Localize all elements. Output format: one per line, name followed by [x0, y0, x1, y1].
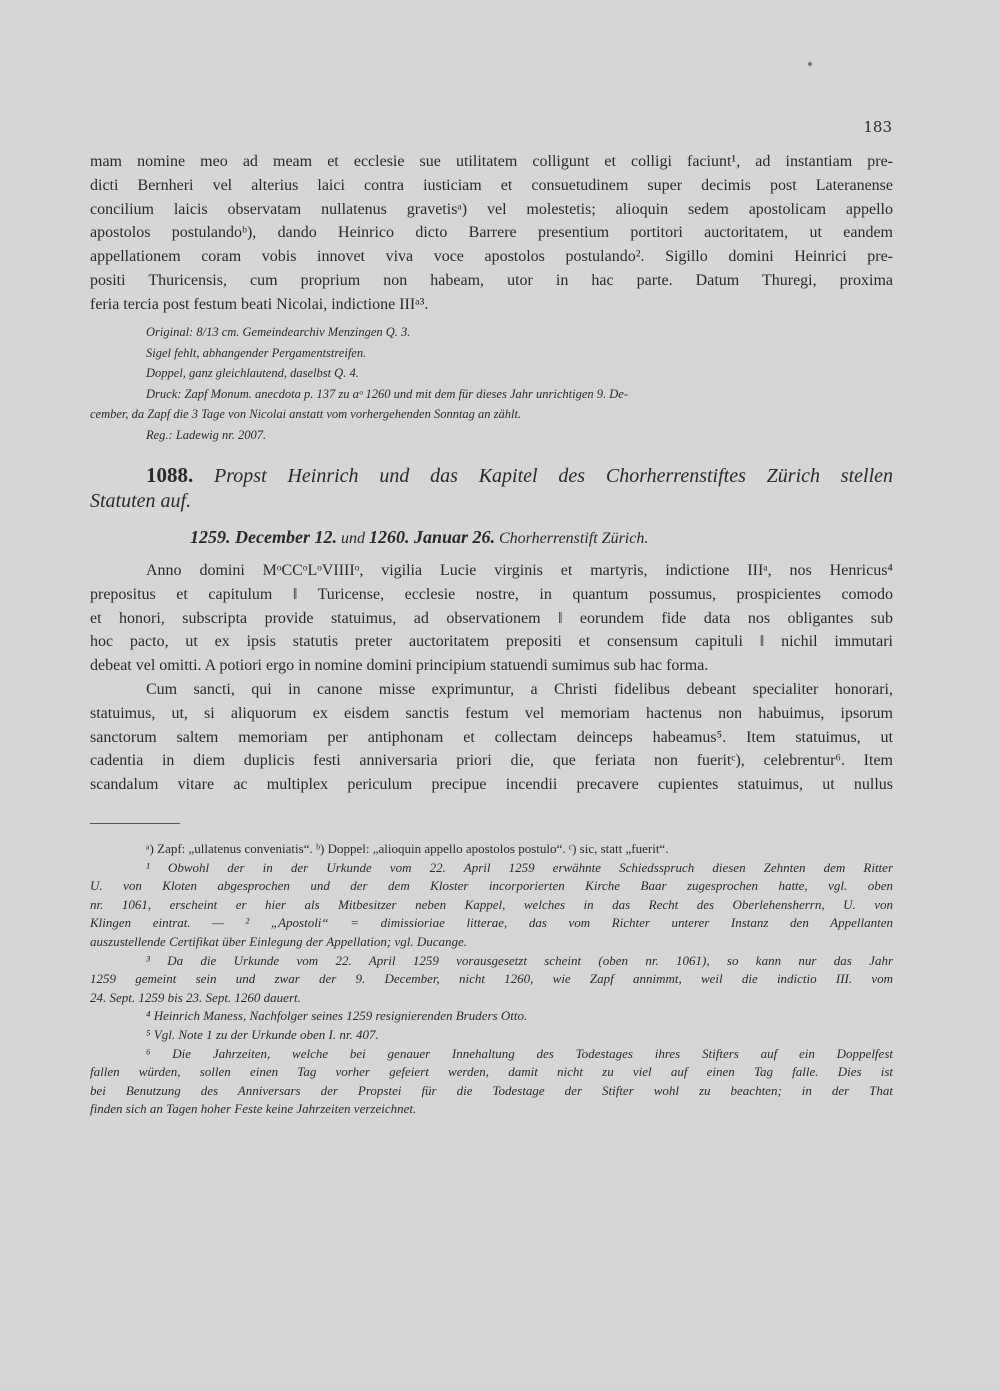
footnote-line: bei Benutzung des Anniversars der Propstei für die Todestage der Stifter wohl zu beachten; in der That — [90, 1082, 893, 1098]
document-heading — [90, 462, 893, 514]
text-line: cadentia in diem duplicis festi anniversaria priori die, que feriata non fueritᶜ), celebrentur⁶. Item — [90, 752, 893, 770]
text-line: prepositus et capitulum ‖ Turicense, ecclesie nostre, in quantum possumus, prospicientes comodo — [90, 585, 893, 603]
text-line: Anno domini MᵒCCᵒLᵒVIIIIᵒ, vigilia Lucie virginis et martyris, indictione IIIᵃ, nos Henricus⁴ — [146, 562, 893, 579]
date-joiner: und — [340, 530, 365, 547]
text-line: Cum sancti, qui in canone misse exprimuntur, a Christi fidelibus debeant specialiter honorari, — [146, 681, 893, 698]
page-number: 183 — [863, 118, 892, 136]
heading-line-2: Statuten auf. — [90, 490, 192, 512]
text-line: concilium laicis observatam nullatenus gravetisᵃ) vel molestetis; alioquin sedem apostolicam appello — [90, 200, 893, 218]
footnote-line: ⁴ Heinrich Maness, Nachfolger seines 1259 resignierenden Bruders Otto. — [146, 1008, 528, 1024]
text-line: mam nomine meo ad meam et ecclesie sue utilitatem colligunt et colligi faciunt¹, ad instantiam pre- — [90, 153, 893, 170]
note-register: Reg.: Ladewig nr. 2007. — [146, 427, 267, 442]
place: Chorherrenstift Zürich. — [499, 530, 649, 547]
footnote-line: finden sich an Tagen hoher Feste keine Jahrzeiten verzeichnet. — [90, 1101, 417, 1117]
heading-line-1 — [90, 462, 893, 488]
text-line: statuimus, ut, si aliquorum ex eisdem sanctis festum vel memoriam hactenus non habuimus, ipsorum — [90, 704, 893, 722]
footnote-line: ⁵ Vgl. Note 1 zu der Urkunde oben I. nr. 407. — [146, 1026, 379, 1042]
footnote-line: ᵃ) Zapf: „ullatenus conveniatis“. ᵇ) Doppel: „alioquin appello apostolos postulo“. ᶜ) sic, statt „fuerit“. — [146, 841, 669, 856]
ink-speck — [808, 62, 812, 66]
note-print: Druck: Zapf Monum. anecdota p. 137 zu aᵒ 1260 und mit dem für dieses Jahr unrichtigen 9. De- — [146, 386, 628, 401]
text-line: positi Thuricensis, cum proprium non habeam, utor in hac parte. Datum Thuregi, proxima — [90, 271, 893, 289]
footnote-line: ¹ Obwohl der in der Urkunde vom 22. April 1259 erwähnte Schiedsspruch diesen Zehnten dem Ritter — [146, 859, 893, 875]
document-number: 1088. — [146, 463, 194, 487]
text-line: dicti Bernheri vel alterius laici contra iusticiam et consuetudinem super decimis post Lateranense — [90, 176, 893, 194]
footnote-line: nr. 1061, erscheint er hier als Mitbesitzer neben Kappel, welches in das Recht des Oberlehensherrn, U. von — [90, 896, 893, 912]
footnote-line: Klingen eintrat. — ² „Apostoli“ = dimissioriae litterae, das vom Richter unterer Instanz den Appellanten — [90, 915, 893, 931]
footnote-line: fallen würden, sollen einen Tag vorher gefeiert werden, damit nicht zu viel auf einen Tag falle. Dies ist — [90, 1064, 893, 1080]
footnote-line: auszustellende Certifikat über Einlegung der Appellation; vgl. Ducange. — [90, 933, 468, 949]
footnote-line: U. von Kloten abgesprochen und der dem Kloster incorporierten Kirche Baar zugesprochen hatte, vgl. oben — [90, 878, 893, 894]
footnote-line: 1259 gemeint sein und zwar der 9. December, nicht 1260, wie Zapf annimmt, weil die indictio III. vom — [90, 971, 893, 987]
text-line: feria tercia post festum beati Nicolai, indictione IIIᵃ³. — [90, 295, 429, 313]
note-original: Original: 8/13 cm. Gemeindearchiv Menzingen Q. 3. — [146, 325, 411, 339]
footnote-line: ³ Da die Urkunde vom 22. April 1259 vorausgesetzt scheint (oben nr. 1061), so kann nur das Jahr — [146, 952, 893, 968]
note-print-cont: cember, da Zapf die 3 Tage von Nicolai anstatt vom vorhergehenden Sonntag an zählt. — [90, 407, 522, 421]
text-line: appellationem coram vobis innovet viva voce apostolos postulando². Sigillo domini Heinrici pre- — [90, 248, 893, 266]
charter-text-continued — [90, 150, 893, 317]
text-line: et honori, subscripta provide statuimus, ad observationem ‖ eorundem fide data nos obligantes sub — [90, 609, 893, 627]
text-line: hoc pacto, ut ex ipsis statutis preter auctoritatem prepositi et consensum capituli ‖ nichil immutari — [90, 633, 893, 651]
footnote-rule — [90, 823, 180, 824]
text-line: debeat vel omitti. A potiori ergo in nomine domini principium statuendi sumimus sub hac forma. — [90, 657, 709, 675]
charter-paragraph-2 — [90, 678, 893, 797]
footnote-line: 24. Sept. 1259 bis 23. Sept. 1260 dauert. — [90, 989, 301, 1005]
text-line: sanctorum saltem memoriam per antiphonam et collectam deinceps habeamus⁵. Item statuimus, ut — [90, 728, 893, 746]
dateline — [190, 527, 648, 548]
footnote-line: ⁶ Die Jahrzeiten, welche bei genauer Innehaltung des Todestages ihres Stifters auf ein Doppelfest — [146, 1045, 893, 1061]
heading-title: Propst Heinrich und das Kapitel des Chorherrenstiftes Zürich stellen — [214, 465, 893, 487]
text-line: scandalum vitare ac multiplex periculum precipue incendii precavere cupientes statuimus, ut nullus — [90, 776, 893, 794]
charter-paragraph-1 — [90, 559, 893, 678]
text-line: apostolos postulandoᵇ), dando Heinrico dicto Barrere presentium portitori auctoritatem, ut eandem — [90, 224, 893, 242]
source-notes — [90, 322, 893, 445]
date-1: 1259. December 12. — [190, 527, 337, 547]
note-duplicate: Doppel, ganz gleichlautend, daselbst Q. 4. — [146, 366, 359, 380]
note-seal: Sigel fehlt, abhangender Pergamentstreifen. — [146, 345, 367, 360]
date-2: 1260. Januar 26. — [368, 527, 495, 547]
footnotes — [90, 840, 893, 1119]
